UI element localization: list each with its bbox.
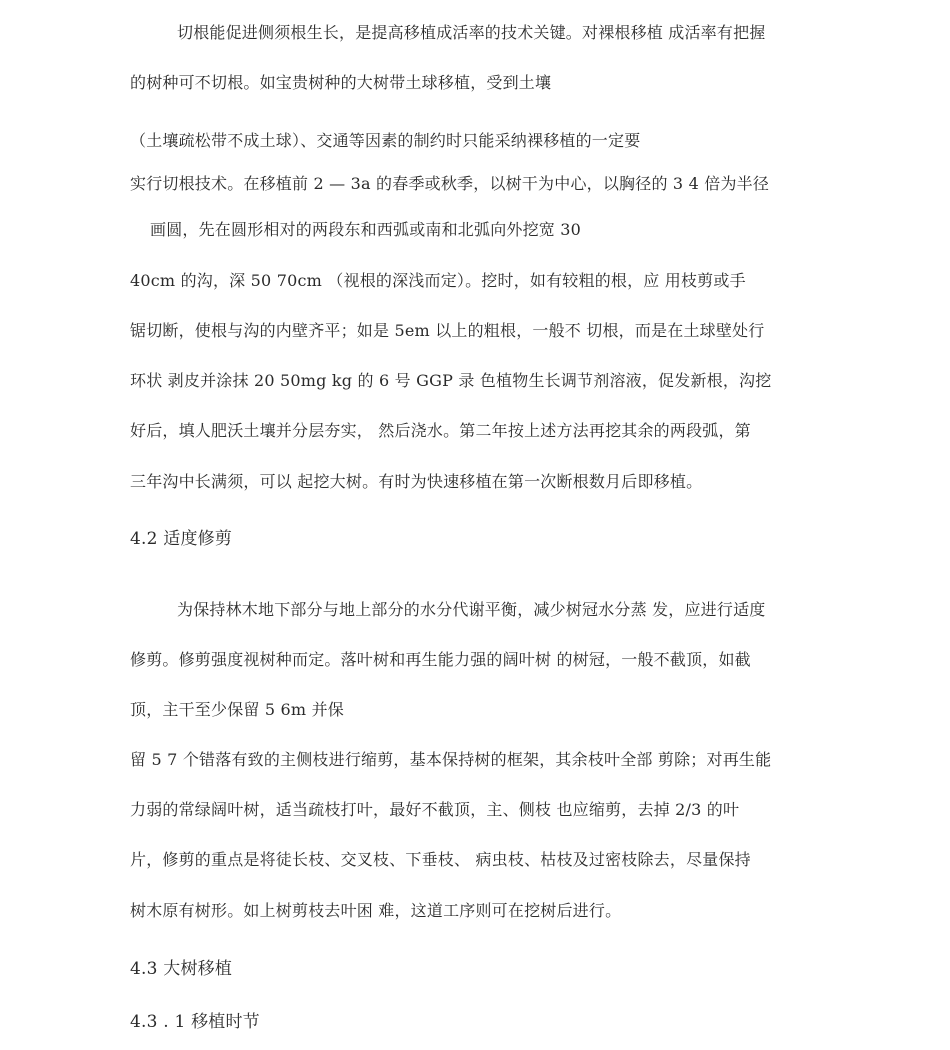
paragraph-line: 力弱的常绿阔叶树，适当疏枝打叶，最好不截顶，主、侧枝 也应缩剪，去掉 2/3 的叶 (130, 800, 740, 819)
paragraph-line: 修剪。修剪强度视树种而定。落叶树和再生能力强的阔叶树 的树冠，一般不截顶，如截 (130, 650, 751, 669)
paragraph-line: 画圆，先在圆形相对的两段东和西弧或南和北弧向外挖宽 30 (150, 220, 582, 239)
paragraph-line: 片，修剪的重点是将徒长枝、交叉枝、下垂枝、 病虫枝、枯枝及过密枝除去，尽量保持 (130, 850, 751, 869)
paragraph-line: 锯切断，使根与沟的内壁齐平；如是 5em 以上的粗根，一般不 切根，而是在土球壁处行 (130, 321, 765, 340)
section-heading: 4.3 大树移植 (130, 959, 233, 979)
subsection-heading: 4.3 . 1 移植时节 (130, 1012, 260, 1032)
paragraph-line: 树木原有树形。如上树剪枝去叶困 难，这道工序则可在挖树后进行。 (130, 901, 622, 920)
paragraph-line: 的树种可不切根。如宝贵树种的大树带土球移植，受到土壤 (130, 73, 552, 92)
paragraph-line: 实行切根技术。在移植前 2 — 3a 的春季或秋季，以树干为中心，以胸径的 3 4 倍为半径 (130, 174, 770, 193)
paragraph-line: 留 5 7 个错落有致的主侧枝进行缩剪，基本保持树的框架，其余枝叶全部 剪除；对再生能 (130, 750, 772, 769)
paragraph-line: 顶，主干至少保留 5 6m 并保 (130, 700, 344, 719)
section-heading: 4.2 适度修剪 (130, 529, 233, 549)
paragraph-line: 三年沟中长满须，可以 起挖大树。有时为快速移植在第一次断根数月后即移植。 (130, 472, 703, 491)
paragraph-line: （土壤疏松带不成土球）、交通等因素的制约时只能采纳裸移植的一定要 (130, 131, 641, 150)
paragraph-line: 切根能促进侧须根生长，是提高移植成活率的技术关键。对裸根移植 成活率有把握 (177, 23, 766, 42)
paragraph-line: 环状 剥皮并涂抹 20 50mg kg 的 6 号 GGP 录 色植物生长调节剂溶液，促发新根，沟挖 (130, 371, 772, 390)
paragraph-line: 好后，填人肥沃土壤并分层夯实， 然后浇水。第二年按上述方法再挖其余的两段弧，第 (130, 421, 751, 440)
paragraph-line: 为保持林木地下部分与地上部分的水分代谢平衡，减少树冠水分蒸 发，应进行适度 (177, 600, 766, 619)
paragraph-line: 40cm 的沟，深 50 70cm （视根的深浅而定）。挖时，如有较粗的根，应 用枝剪或手 (130, 271, 746, 290)
